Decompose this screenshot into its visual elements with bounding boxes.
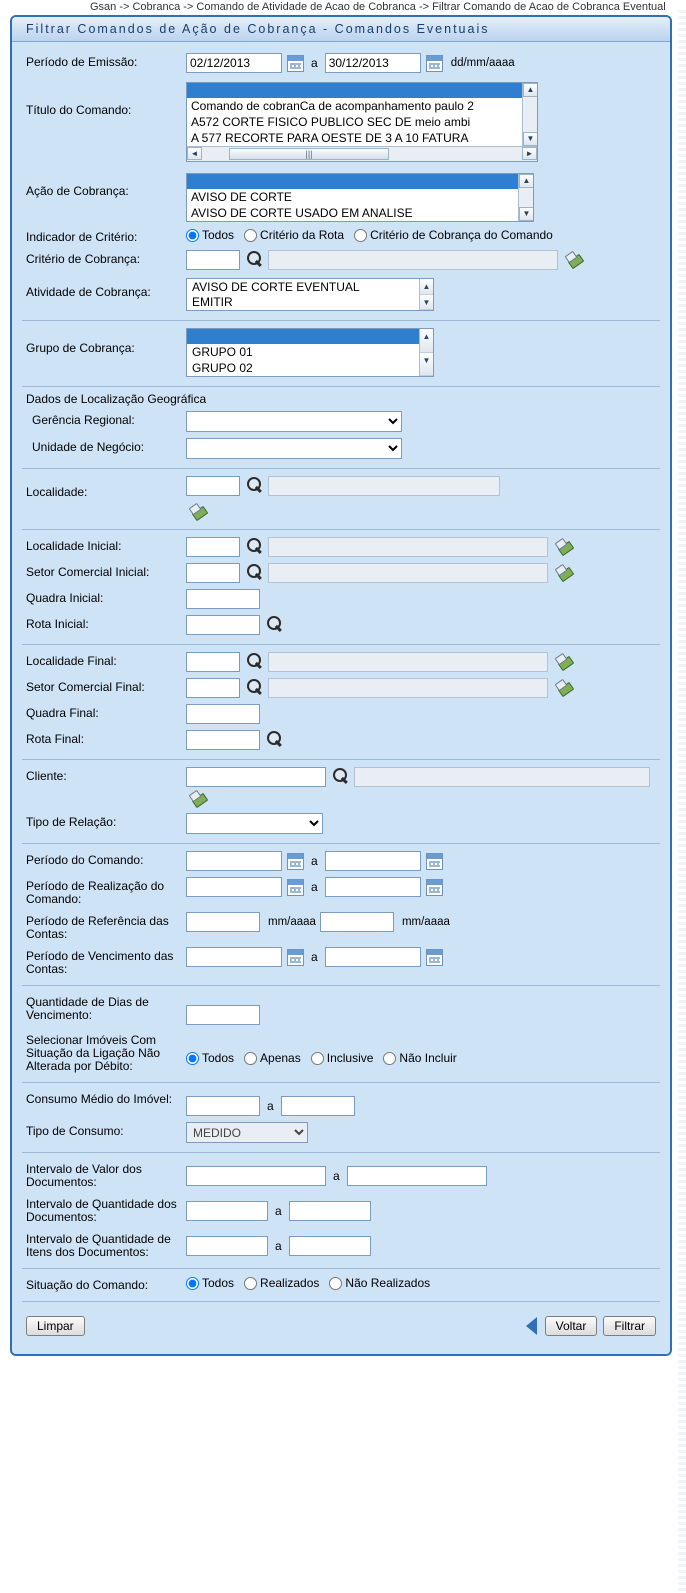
radio-input[interactable] xyxy=(244,1277,257,1290)
search-icon[interactable] xyxy=(246,538,264,556)
qtd-dias-vencimento-input[interactable] xyxy=(186,1005,260,1025)
consumo-medio-start-input[interactable] xyxy=(186,1096,260,1116)
localidade-final-code-input[interactable] xyxy=(186,652,240,672)
search-icon[interactable] xyxy=(266,731,284,749)
list-item[interactable]: A 577 RECORTE PARA OESTE DE 3 A 10 FATURA xyxy=(191,131,469,145)
criterio-cobranca-desc-field xyxy=(268,250,558,270)
limpar-button[interactable]: Limpar xyxy=(26,1316,85,1336)
page-title: Filtrar Comandos de Ação de Cobrança - Comandos Eventuais xyxy=(12,17,670,42)
atividade-cobranca-listbox[interactable] xyxy=(186,278,434,311)
row-intervalo-qtd-itens xyxy=(18,1227,664,1262)
back-arrow-icon[interactable] xyxy=(526,1317,537,1335)
label-titulo-comando: Título do Comando: xyxy=(26,103,132,117)
divider xyxy=(22,529,660,530)
divider xyxy=(22,386,660,387)
label-quadra-final: Quadra Final: xyxy=(26,706,99,720)
filtrar-button[interactable]: Filtrar xyxy=(603,1316,656,1336)
eraser-icon[interactable] xyxy=(556,565,574,581)
radio-imoveis-inclusive[interactable] xyxy=(311,1051,374,1065)
tipo-consumo-select[interactable] xyxy=(186,1122,308,1143)
radio-input[interactable] xyxy=(354,229,367,242)
scroll-down-arrow-icon[interactable]: ▼ xyxy=(519,207,534,221)
vertical-scrollbar[interactable] xyxy=(518,174,533,221)
intervalo-qtd-itens-separator: a xyxy=(275,1239,282,1253)
label-periodo-comando: Período do Comando: xyxy=(26,853,144,867)
label-rota-inicial: Rota Inicial: xyxy=(26,617,89,631)
rota-final-input[interactable] xyxy=(186,730,260,750)
radio-label: Todos xyxy=(202,228,235,242)
calendar-icon[interactable] xyxy=(287,55,304,72)
radio-imoveis-nao-incluir[interactable] xyxy=(383,1051,456,1065)
row-unidade-negocio xyxy=(18,435,664,462)
periodo-referencia-end-input[interactable] xyxy=(320,912,394,932)
label-rota-final: Rota Final: xyxy=(26,732,85,746)
list-item[interactable]: GRUPO 02 xyxy=(192,361,253,375)
breadcrumb: Gsan -> Cobranca -> Comando de Atividade de Acao de Cobranca -> Filtrar Comando de Acao de Cobranca Eventual xyxy=(0,0,686,15)
titulo-comando-listbox[interactable] xyxy=(186,82,538,162)
calendar-icon[interactable] xyxy=(426,949,443,966)
calendar-icon[interactable] xyxy=(426,853,443,870)
row-localidade xyxy=(18,473,664,523)
row-rota-final xyxy=(18,727,664,753)
periodo-referencia-start-input[interactable] xyxy=(186,912,260,932)
radio-input[interactable] xyxy=(329,1277,342,1290)
section-dados-localizacao: Dados de Localização Geográfica xyxy=(26,392,207,406)
row-intervalo-valor-doc xyxy=(18,1157,664,1192)
radio-label: Não Realizados xyxy=(345,1276,431,1290)
label-periodo-emissao: Período de Emissão: xyxy=(26,55,138,69)
row-titulo-comando xyxy=(18,76,664,165)
label-intervalo-qtd-itens: Intervalo de Quantidade de Itens dos Documentos: xyxy=(26,1232,171,1259)
row-consumo-medio xyxy=(18,1087,664,1119)
radio-label: Inclusive xyxy=(326,1051,374,1065)
list-item[interactable]: GRUPO 01 xyxy=(192,345,253,359)
radio-label: Realizados xyxy=(260,1276,320,1290)
divider xyxy=(22,1082,660,1083)
radio-input[interactable] xyxy=(244,229,257,242)
label-indicador-criterio: Indicador de Critério: xyxy=(26,230,138,244)
periodo-vencimento-start-input[interactable] xyxy=(186,947,282,967)
voltar-button[interactable]: Voltar xyxy=(545,1316,598,1336)
row-selecionar-imoveis xyxy=(18,1028,664,1076)
rota-inicial-input[interactable] xyxy=(186,615,260,635)
row-periodo-comando xyxy=(18,848,664,874)
cliente-code-input[interactable] xyxy=(186,767,326,787)
criterio-cobranca-code-input[interactable] xyxy=(186,250,240,270)
divider xyxy=(22,759,660,760)
label-selecionar-imoveis: Selecionar Imóveis Com Situação da Ligação Não Alterada por Débito: xyxy=(26,1033,161,1073)
row-acao-cobranca xyxy=(18,165,664,225)
list-item[interactable]: EMITIR xyxy=(192,295,233,309)
radio-label: Critério da Rota xyxy=(260,228,345,242)
row-indicador-criterio xyxy=(18,225,664,247)
scroll-left-arrow-icon[interactable]: ◄ xyxy=(187,147,202,160)
scroll-up-arrow-icon[interactable]: ▲ xyxy=(523,83,538,97)
label-periodo-referencia: Período de Referência das Contas: xyxy=(26,914,169,941)
intervalo-valor-doc-start-input[interactable] xyxy=(186,1166,326,1186)
intervalo-qtd-itens-start-input[interactable] xyxy=(186,1236,268,1256)
localidade-inicial-code-input[interactable] xyxy=(186,537,240,557)
intervalo-qtd-doc-separator: a xyxy=(275,1204,282,1218)
page-scroll-band xyxy=(678,10,686,1593)
row-localidade-final xyxy=(18,649,664,675)
radio-situacao-realizados[interactable] xyxy=(244,1276,319,1290)
radio-imoveis-apenas[interactable] xyxy=(244,1051,301,1065)
vertical-scrollbar[interactable] xyxy=(419,279,433,310)
intervalo-valor-doc-separator: a xyxy=(333,1169,340,1183)
periodo-realizacao-end-input[interactable] xyxy=(325,877,421,897)
label-grupo-cobranca: Grupo de Cobrança: xyxy=(26,341,135,355)
label-periodo-vencimento: Período de Vencimento das Contas: xyxy=(26,949,174,976)
label-cliente: Cliente: xyxy=(26,769,67,783)
calendar-icon[interactable] xyxy=(426,55,443,72)
periodo-realizacao-start-input[interactable] xyxy=(186,877,282,897)
filter-panel xyxy=(10,15,672,1356)
scroll-up-arrow-icon[interactable]: ▲ xyxy=(420,279,433,295)
search-icon[interactable] xyxy=(246,653,264,671)
row-quadra-final xyxy=(18,701,664,727)
list-item[interactable] xyxy=(187,83,537,98)
intervalo-valor-doc-end-input[interactable] xyxy=(347,1166,487,1186)
row-localidade-inicial xyxy=(18,534,664,560)
indicador-criterio-radiogroup[interactable] xyxy=(186,228,559,242)
label-situacao-comando: Situação do Comando: xyxy=(26,1278,149,1292)
label-atividade-cobranca: Atividade de Cobrança: xyxy=(26,285,151,299)
row-quadra-inicial xyxy=(18,586,664,612)
scroll-right-arrow-icon[interactable]: ► xyxy=(522,147,537,160)
label-unidade-negocio: Unidade de Negócio: xyxy=(32,440,145,454)
list-item[interactable]: AVISO DE CORTE EVENTUAL xyxy=(187,279,433,294)
list-item[interactable]: AVISO DE CORTE xyxy=(191,190,292,204)
list-item[interactable]: A572 CORTE FISICO PUBLICO SEC DE meio ambi xyxy=(191,115,471,129)
acao-cobranca-listbox[interactable] xyxy=(186,173,534,222)
eraser-icon[interactable] xyxy=(556,680,574,696)
scroll-down-arrow-icon[interactable]: ▼ xyxy=(523,132,538,146)
label-gerencia-regional: Gerência Regional: xyxy=(32,413,135,427)
eraser-icon[interactable] xyxy=(190,791,208,807)
scroll-down-arrow-icon[interactable]: ▼ xyxy=(420,353,433,377)
setor-comercial-inicial-desc-field xyxy=(268,563,548,583)
label-setor-comercial-final: Setor Comercial Final: xyxy=(26,680,145,694)
row-periodo-emissao xyxy=(18,50,664,76)
scroll-up-arrow-icon[interactable]: ▲ xyxy=(519,174,534,188)
setor-comercial-inicial-code-input[interactable] xyxy=(186,563,240,583)
radio-indicador-todos[interactable] xyxy=(186,228,234,242)
radio-label: Critério de Cobrança do Comando xyxy=(370,228,553,242)
selecionar-imoveis-radiogroup[interactable] xyxy=(186,1031,463,1065)
intervalo-qtd-doc-end-input[interactable] xyxy=(289,1201,371,1221)
radio-label: Todos xyxy=(202,1051,235,1065)
radio-situacao-todos[interactable] xyxy=(186,1276,234,1290)
radio-input[interactable] xyxy=(186,229,199,242)
periodo-comando-end-input[interactable] xyxy=(325,851,421,871)
periodo-emissao-end-input[interactable] xyxy=(325,53,421,73)
search-icon[interactable] xyxy=(246,251,264,269)
localidade-final-desc-field xyxy=(268,652,548,672)
horizontal-scrollbar[interactable] xyxy=(187,146,537,161)
radio-input[interactable] xyxy=(186,1052,199,1065)
scroll-down-arrow-icon[interactable]: ▼ xyxy=(420,295,433,311)
row-periodo-vencimento xyxy=(18,944,664,979)
form-footer xyxy=(18,1306,664,1344)
cliente-desc-field xyxy=(354,767,650,787)
intervalo-qtd-doc-start-input[interactable] xyxy=(186,1201,268,1221)
label-tipo-consumo: Tipo de Consumo: xyxy=(26,1124,124,1138)
label-setor-comercial-inicial: Setor Comercial Inicial: xyxy=(26,565,150,579)
radio-label: Não Incluir xyxy=(399,1051,457,1065)
radio-input[interactable] xyxy=(186,1277,199,1290)
radio-input[interactable] xyxy=(311,1052,324,1065)
row-intervalo-qtd-doc xyxy=(18,1192,664,1227)
grupo-cobranca-listbox[interactable] xyxy=(186,328,434,377)
radio-label: Todos xyxy=(202,1276,235,1290)
calendar-icon[interactable] xyxy=(287,853,304,870)
eraser-icon[interactable] xyxy=(190,504,208,520)
divider xyxy=(22,1152,660,1153)
quadra-inicial-input[interactable] xyxy=(186,589,260,609)
unidade-negocio-select[interactable] xyxy=(186,438,402,459)
periodo-vencimento-end-input[interactable] xyxy=(325,947,421,967)
list-item[interactable]: Comando de cobranCa de acompanhamento paulo 2 xyxy=(191,99,474,113)
label-tipo-relacao: Tipo de Relação: xyxy=(26,815,117,829)
divider xyxy=(22,644,660,645)
periodo-comando-start-input[interactable] xyxy=(186,851,282,871)
eraser-icon[interactable] xyxy=(556,654,574,670)
row-tipo-consumo xyxy=(18,1119,664,1146)
calendar-icon[interactable] xyxy=(426,879,443,896)
situacao-comando-radiogroup[interactable] xyxy=(186,1276,436,1290)
row-rota-inicial xyxy=(18,612,664,638)
list-item[interactable] xyxy=(187,329,433,344)
label-localidade: Localidade: xyxy=(26,485,88,499)
periodo-referencia-hint2: mm/aaaa xyxy=(401,916,450,928)
list-item[interactable] xyxy=(187,174,533,189)
search-icon[interactable] xyxy=(246,679,264,697)
label-intervalo-qtd-doc: Intervalo de Quantidade dos Documentos: xyxy=(26,1197,177,1224)
divider xyxy=(22,320,660,321)
list-item[interactable]: AVISO DE CORTE USADO EM ANALISE xyxy=(191,206,413,220)
search-icon[interactable] xyxy=(266,616,284,634)
calendar-icon[interactable] xyxy=(287,949,304,966)
radio-input[interactable] xyxy=(244,1052,257,1065)
divider xyxy=(22,843,660,844)
search-icon[interactable] xyxy=(332,768,350,786)
search-icon[interactable] xyxy=(246,564,264,582)
setor-comercial-final-code-input[interactable] xyxy=(186,678,240,698)
divider xyxy=(22,1268,660,1269)
row-setor-comercial-inicial xyxy=(18,560,664,586)
periodo-emissao-separator: a xyxy=(311,56,318,70)
intervalo-qtd-itens-end-input[interactable] xyxy=(289,1236,371,1256)
label-periodo-realizacao: Período de Realização do Comando: xyxy=(26,879,165,906)
vertical-scrollbar[interactable] xyxy=(522,83,537,146)
label-quadra-inicial: Quadra Inicial: xyxy=(26,591,104,605)
label-criterio-cobranca: Critério de Cobrança: xyxy=(26,252,141,266)
consumo-medio-end-input[interactable] xyxy=(281,1096,355,1116)
eraser-icon[interactable] xyxy=(566,252,584,268)
label-acao-cobranca: Ação de Cobrança: xyxy=(26,184,129,198)
radio-indicador-criterio-comando[interactable] xyxy=(354,228,553,242)
divider xyxy=(22,1301,660,1302)
row-grupo-cobranca xyxy=(18,325,664,380)
row-criterio-cobranca xyxy=(18,247,664,273)
scroll-up-arrow-icon[interactable]: ▲ xyxy=(420,329,433,353)
radio-imoveis-todos[interactable] xyxy=(186,1051,234,1065)
divider xyxy=(22,468,660,469)
vertical-scrollbar[interactable] xyxy=(419,329,433,376)
row-atividade-cobranca xyxy=(18,273,664,314)
radio-input[interactable] xyxy=(383,1052,396,1065)
form-body xyxy=(12,42,670,1354)
row-gerencia-regional xyxy=(18,408,664,435)
row-periodo-realizacao xyxy=(18,874,664,909)
row-situacao-comando xyxy=(18,1273,664,1295)
periodo-referencia-hint1: mm/aaaa xyxy=(268,916,316,928)
periodo-realizacao-separator: a xyxy=(311,880,318,894)
localidade-inicial-desc-field xyxy=(268,537,548,557)
row-tipo-relacao xyxy=(18,810,664,837)
label-intervalo-valor-doc: Intervalo de Valor dos Documentos: xyxy=(26,1162,142,1189)
row-setor-comercial-final xyxy=(18,675,664,701)
localidade-code-input[interactable] xyxy=(186,476,240,496)
label-qtd-dias-vencimento: Quantidade de Dias de Vencimento: xyxy=(26,995,149,1022)
consumo-medio-separator: a xyxy=(267,1099,274,1113)
label-consumo-medio: Consumo Médio do Imóvel: xyxy=(26,1092,173,1106)
periodo-comando-separator: a xyxy=(311,854,318,868)
radio-label: Apenas xyxy=(260,1051,301,1065)
calendar-icon[interactable] xyxy=(287,879,304,896)
periodo-vencimento-separator: a xyxy=(311,950,318,964)
radio-indicador-criterio-rota[interactable] xyxy=(244,228,344,242)
search-icon[interactable] xyxy=(246,477,264,495)
localidade-desc-field xyxy=(268,476,500,496)
eraser-icon[interactable] xyxy=(556,539,574,555)
radio-situacao-nao-realizados[interactable] xyxy=(329,1276,430,1290)
setor-comercial-final-desc-field xyxy=(268,678,548,698)
periodo-emissao-hint: dd/mm/aaaa xyxy=(450,57,515,69)
quadra-final-input[interactable] xyxy=(186,704,260,724)
label-localidade-inicial: Localidade Inicial: xyxy=(26,539,122,553)
row-cliente xyxy=(18,764,664,810)
row-qtd-dias-vencimento xyxy=(18,990,664,1028)
tipo-relacao-select[interactable] xyxy=(186,813,323,834)
row-periodo-referencia xyxy=(18,909,664,944)
periodo-emissao-start-input[interactable] xyxy=(186,53,282,73)
divider xyxy=(22,985,660,986)
gerencia-regional-select[interactable] xyxy=(186,411,402,432)
label-localidade-final: Localidade Final: xyxy=(26,654,117,668)
scroll-thumb[interactable]: ||| xyxy=(229,148,389,160)
